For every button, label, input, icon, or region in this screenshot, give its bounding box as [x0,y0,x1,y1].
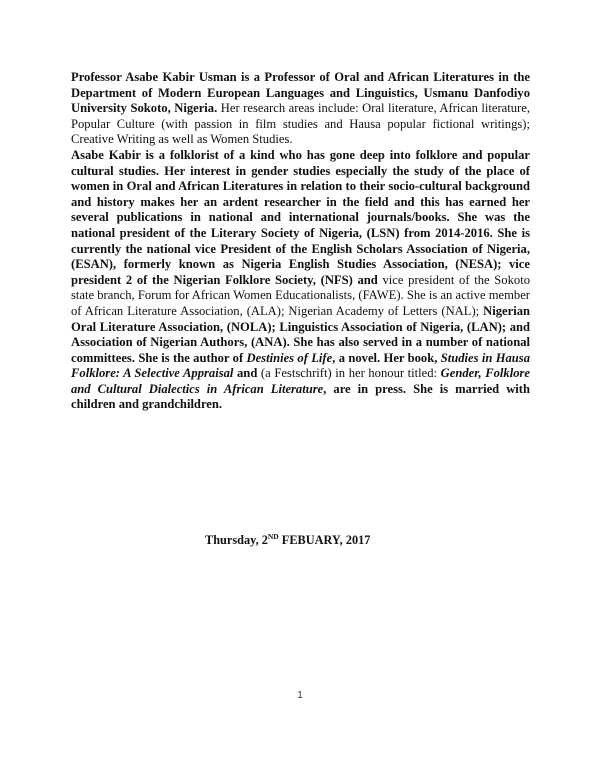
bio-intro-bold: Professor Asabe Kabir Usman is a Professor of Oral and African Literatures in the Department of Modern European Languages and Linguistics, Usmanu Danfodiyo University Sokoto, Nigeria. [71,70,530,116]
biography-text [71,70,530,413]
bio-paragraph-2-part-4: , a novel. Her book, [332,350,441,365]
bio-paragraph-2-part-2: vice president of the Sokoto state branch, Forum for African Women Educationalists, (FAWE). She is an active member of African Literature Association, (ALA); Nigerian Academy of Letters (NAL); [71,272,530,318]
date-prefix: Thursday, 2 [205,533,268,547]
date-ordinal-suffix: ND [267,532,279,541]
bio-research-areas: Her research areas include: Oral literature, African literature, Popular Culture (with passion in film studies and Hausa popular fictional writings); Creative Writing as well as Women Studies. [71,101,530,147]
bio-paragraph-2-part-5: and [233,366,258,381]
bio-paragraph-2-part-7: , are in press. She is married with children and grandchildren. [71,381,530,412]
bio-paragraph-2-part-3: Nigerian Oral Literature Association, (NOLA); Linguistics Association of Nigeria, (LAN); and Association of Nigerian Authors, (ANA). She has also served in a number of national committees. She is the author of [71,303,530,365]
date-suffix: FEBUARY, 2017 [278,533,371,547]
bio-paragraph-2-part-1: Asabe Kabir is a folklorist of a kind who has gone deep into folklore and popular cultural studies. Her interest in gender studies especially the study of the place of women in Oral and African Literatures in relation to their socio-cultural background and history makes her an ardent researcher in the field and this has earned her several publications in national and international journals/books. She was the national president of the Literary Society of Nigeria, (LSN) from 2014-2016. She is currently the national vice President of the English Scholars Association of Nigeria, (ESAN), formerly known as Nigeria English Studies Association, (NESA); vice president 2 of the Nigerian Folklore Society, (NFS) and [71,147,530,287]
novel-title: Destinies of Life [246,350,333,365]
festschrift-title: Gender, Folklore and Cultural Dialectics in African Literature [71,366,530,396]
book-title: Studies in Hausa Folklore: A Selective Appraisal [71,350,530,381]
bio-paragraph-2-part-6: (a Festschrift) in her honour titled: [257,366,441,381]
document-date [205,533,370,548]
page-number: 1 [297,690,303,701]
